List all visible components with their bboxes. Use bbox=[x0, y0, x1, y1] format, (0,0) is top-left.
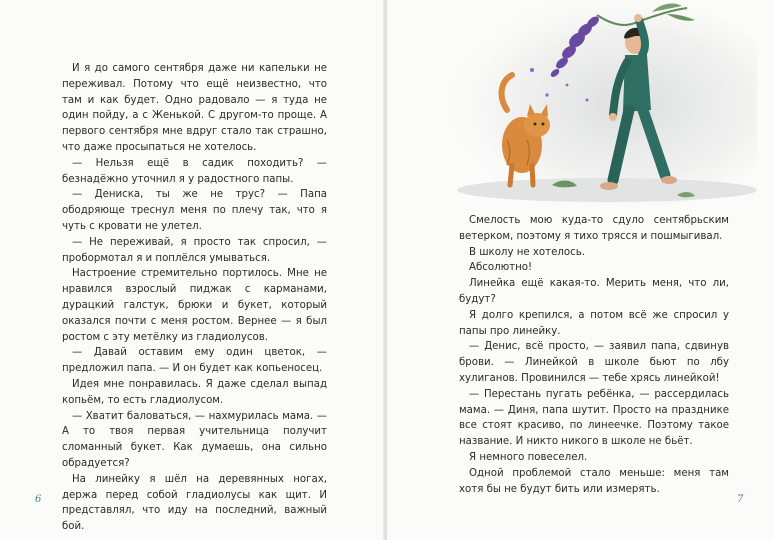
page-number-right: 7 bbox=[737, 494, 744, 505]
right-page-text bbox=[459, 213, 729, 497]
paragraph: — Хватит баловаться, — нахмурилась мама. — А то твоя первая учительница получит сломанный букет. Как думаешь, она сильно обрадуется? bbox=[62, 410, 327, 469]
paragraph: Смелость мою куда-то сдуло сентябрьским ветерком, поэтому я тихо трясся и пошмыгивал. bbox=[459, 215, 729, 242]
left-page bbox=[0, 0, 385, 540]
paragraph: Одной проблемой стало меньше: меня там хотя бы не будут бить или измерять. bbox=[459, 467, 729, 495]
paragraph: На линейку я шёл на деревянных ногах, держа перед собой гладиолусы как щит. И представлял, что иду на последний, важный бой. bbox=[62, 473, 327, 533]
boy-with-gladiolus-and-cat-illustration bbox=[437, 0, 757, 205]
paragraph: — Давай оставим ему один цветок, — предложил папа. — И он будет как копьеносец. bbox=[62, 347, 327, 375]
paragraph: — Денис, всё просто, — заявил папа, сдвинув брови. — Линейкой в школе бьют по лбу хулиганов. Провинился — тебе хрясь линейкой! bbox=[459, 341, 729, 384]
paragraph: — Дениска, ты же не трус? — Папа ободряюще треснул меня по плечу так, что я чуть с кровати не улетел. bbox=[62, 189, 327, 232]
paragraph: Идея мне понравилась. Я даже сделал выпад копьём, то есть гладиолусом. bbox=[62, 378, 327, 406]
paragraph: — Перестань пугать ребёнка, — рассердилась мама. — Диня, папа шутит. Просто на празднике все стоят красиво, по линеечке. Поэтому такое название. И никто никого в школе не бьёт. bbox=[459, 388, 729, 448]
paragraph: И я до самого сентября даже ни капельки не переживал. Потому что ещё неизвестно, что там и как будет. Одно радовало — я туда не один пойду, а с Женькой. С другом-то проще. А первого сентября мне вдруг стало так страшно, что даже просыпаться не хотелось. bbox=[62, 63, 327, 153]
paragraph: Я немного повеселел. bbox=[469, 451, 588, 463]
page-number-left: 6 bbox=[35, 494, 42, 505]
paragraph: Настроение стремительно портилось. Мне не нравился взрослый пиджак с карманами, дурацкий галстук, брюки и букет, который оказался почти с меня ростом. Вернее — я был ростом с эту метёлку из гладиолусов. bbox=[62, 268, 327, 343]
paragraph: Линейка ещё какая-то. Мерить меня, что ли, будут? bbox=[459, 278, 729, 305]
paragraph: Абсолютно! bbox=[469, 262, 533, 274]
paragraph: — Не переживай, я просто так спросил, — пробормотал я и поплёлся умываться. bbox=[62, 236, 327, 264]
paragraph: — Нельзя ещё в садик походить? — безнадёжно уточнил я у радостного папы. bbox=[62, 157, 327, 185]
left-page-text bbox=[62, 61, 327, 535]
paragraph: В школу не хотелось. bbox=[469, 246, 585, 258]
paragraph: Я долго крепился, а потом всё же спросил у папы про линейку. bbox=[459, 309, 729, 337]
